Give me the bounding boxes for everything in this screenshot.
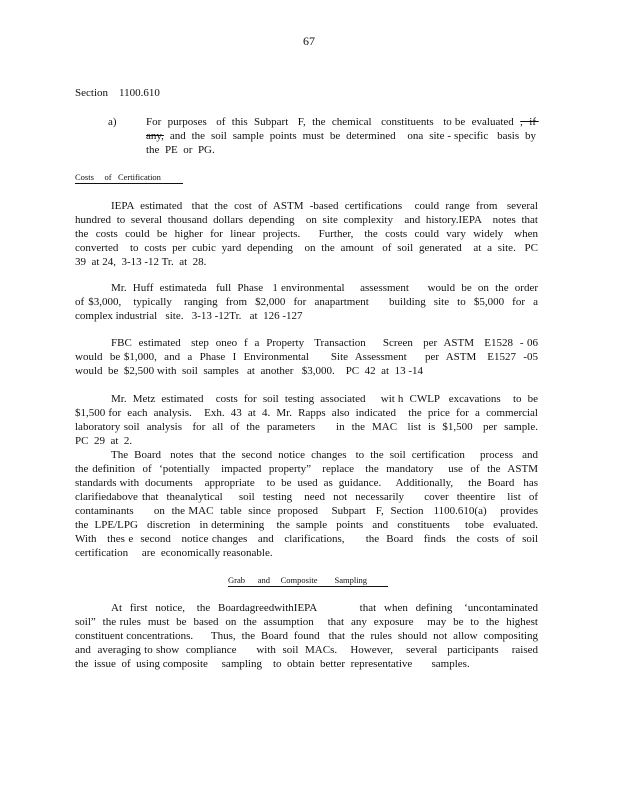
section-heading: Section 1100.610 bbox=[75, 87, 160, 99]
heading-costs-text: Costs of Certification bbox=[75, 172, 183, 184]
paragraph-fbc-estimate: FBC estimated step oneo f a Property Transaction Screen per ASTM E1528 - 06 would be $1,000, and a Phase I Environmental Site Assessment per ASTM E1527 -05 would be $2,500 with soil samples at another $3,000. PC 42 at 13 -14 bbox=[75, 337, 544, 377]
heading-grab-text: Grab and Composite Sampling bbox=[228, 575, 388, 587]
heading-costs-of-certification bbox=[75, 172, 183, 184]
subsection-a bbox=[108, 115, 542, 157]
heading-grab-and-composite-sampling bbox=[228, 575, 388, 587]
subsection-a-label: a) bbox=[108, 116, 117, 128]
subsection-a-text-before: For purposes of this Subpart F, the chemical constituents to be evaluated bbox=[146, 116, 521, 128]
paragraph-iepa-estimate: IEPA estimated that the cost of ASTM -based certifications could range from several hundred to several thousand dollars depending on site complexity and history.IEPA notes that the costs could be higher for linear projects. Further, the costs could vary widely when converted to costs per cubic yard depending on the amount of soil generated at a site. PC 39 at 24, 3-13 -12 Tr. at 28. bbox=[75, 200, 544, 268]
paragraph-huff-estimate: Mr. Huff estimateda full Phase 1 environmental assessment would be on the order of $3,000, typically ranging from $2,000 for anapartment building site to $5,000 for a complex industrial site. 3-13 -12Tr. at 126 -127 bbox=[75, 282, 547, 322]
paragraph-first-notice: At first notice, the BoardagreedwithIEPA that when defining ‘uncontaminated soil” the rules must be based on the assumption that any exposure may be to the highest constituent concentrations. Thus, the Board found that the rules should not allow compositing and averaging to show compliance with soil MACs. However, several participants raised the issue of using composite sampling to obtain better representative samples. bbox=[75, 602, 558, 670]
page-number: 67 bbox=[303, 34, 315, 48]
struck-text: , if any, bbox=[146, 116, 539, 142]
paragraph-board-notes: The Board notes that the second notice changes to the soil certification process and the definition of ‘potentially impacted property” replace the mandatory use of the ASTM standards with documents appropriate to be used as guidance. Additionally, the Board has clarifiedabove that theanalytical soil testing need not necessarily cover theentire list of contaminants on the MAC table since proposed Subpart F, Section 1100.610(a) provides the LPE/LPG discretion in determining the sample points and constituents tobe evaluated. With thes e second notice changes and clarifications, the Board finds the costs of soil certification are economically reasonable. bbox=[75, 449, 552, 559]
subsection-a-text bbox=[146, 115, 542, 157]
subsection-a-text-after: and the soil sample points must be determined ona site - specific basis by the PE or PG. bbox=[146, 130, 542, 156]
paragraph-metz-estimate: Mr. Metz estimated costs for soil testing associated wit h CWLP excavations to be $1,500 for each analysis. Exh. 43 at 4. Mr. Rapps also indicated the price for a commercial laboratory soil analysis for all of the parameters in the MAC list is $1,500 per sample. PC 29 at 2. bbox=[75, 393, 552, 447]
